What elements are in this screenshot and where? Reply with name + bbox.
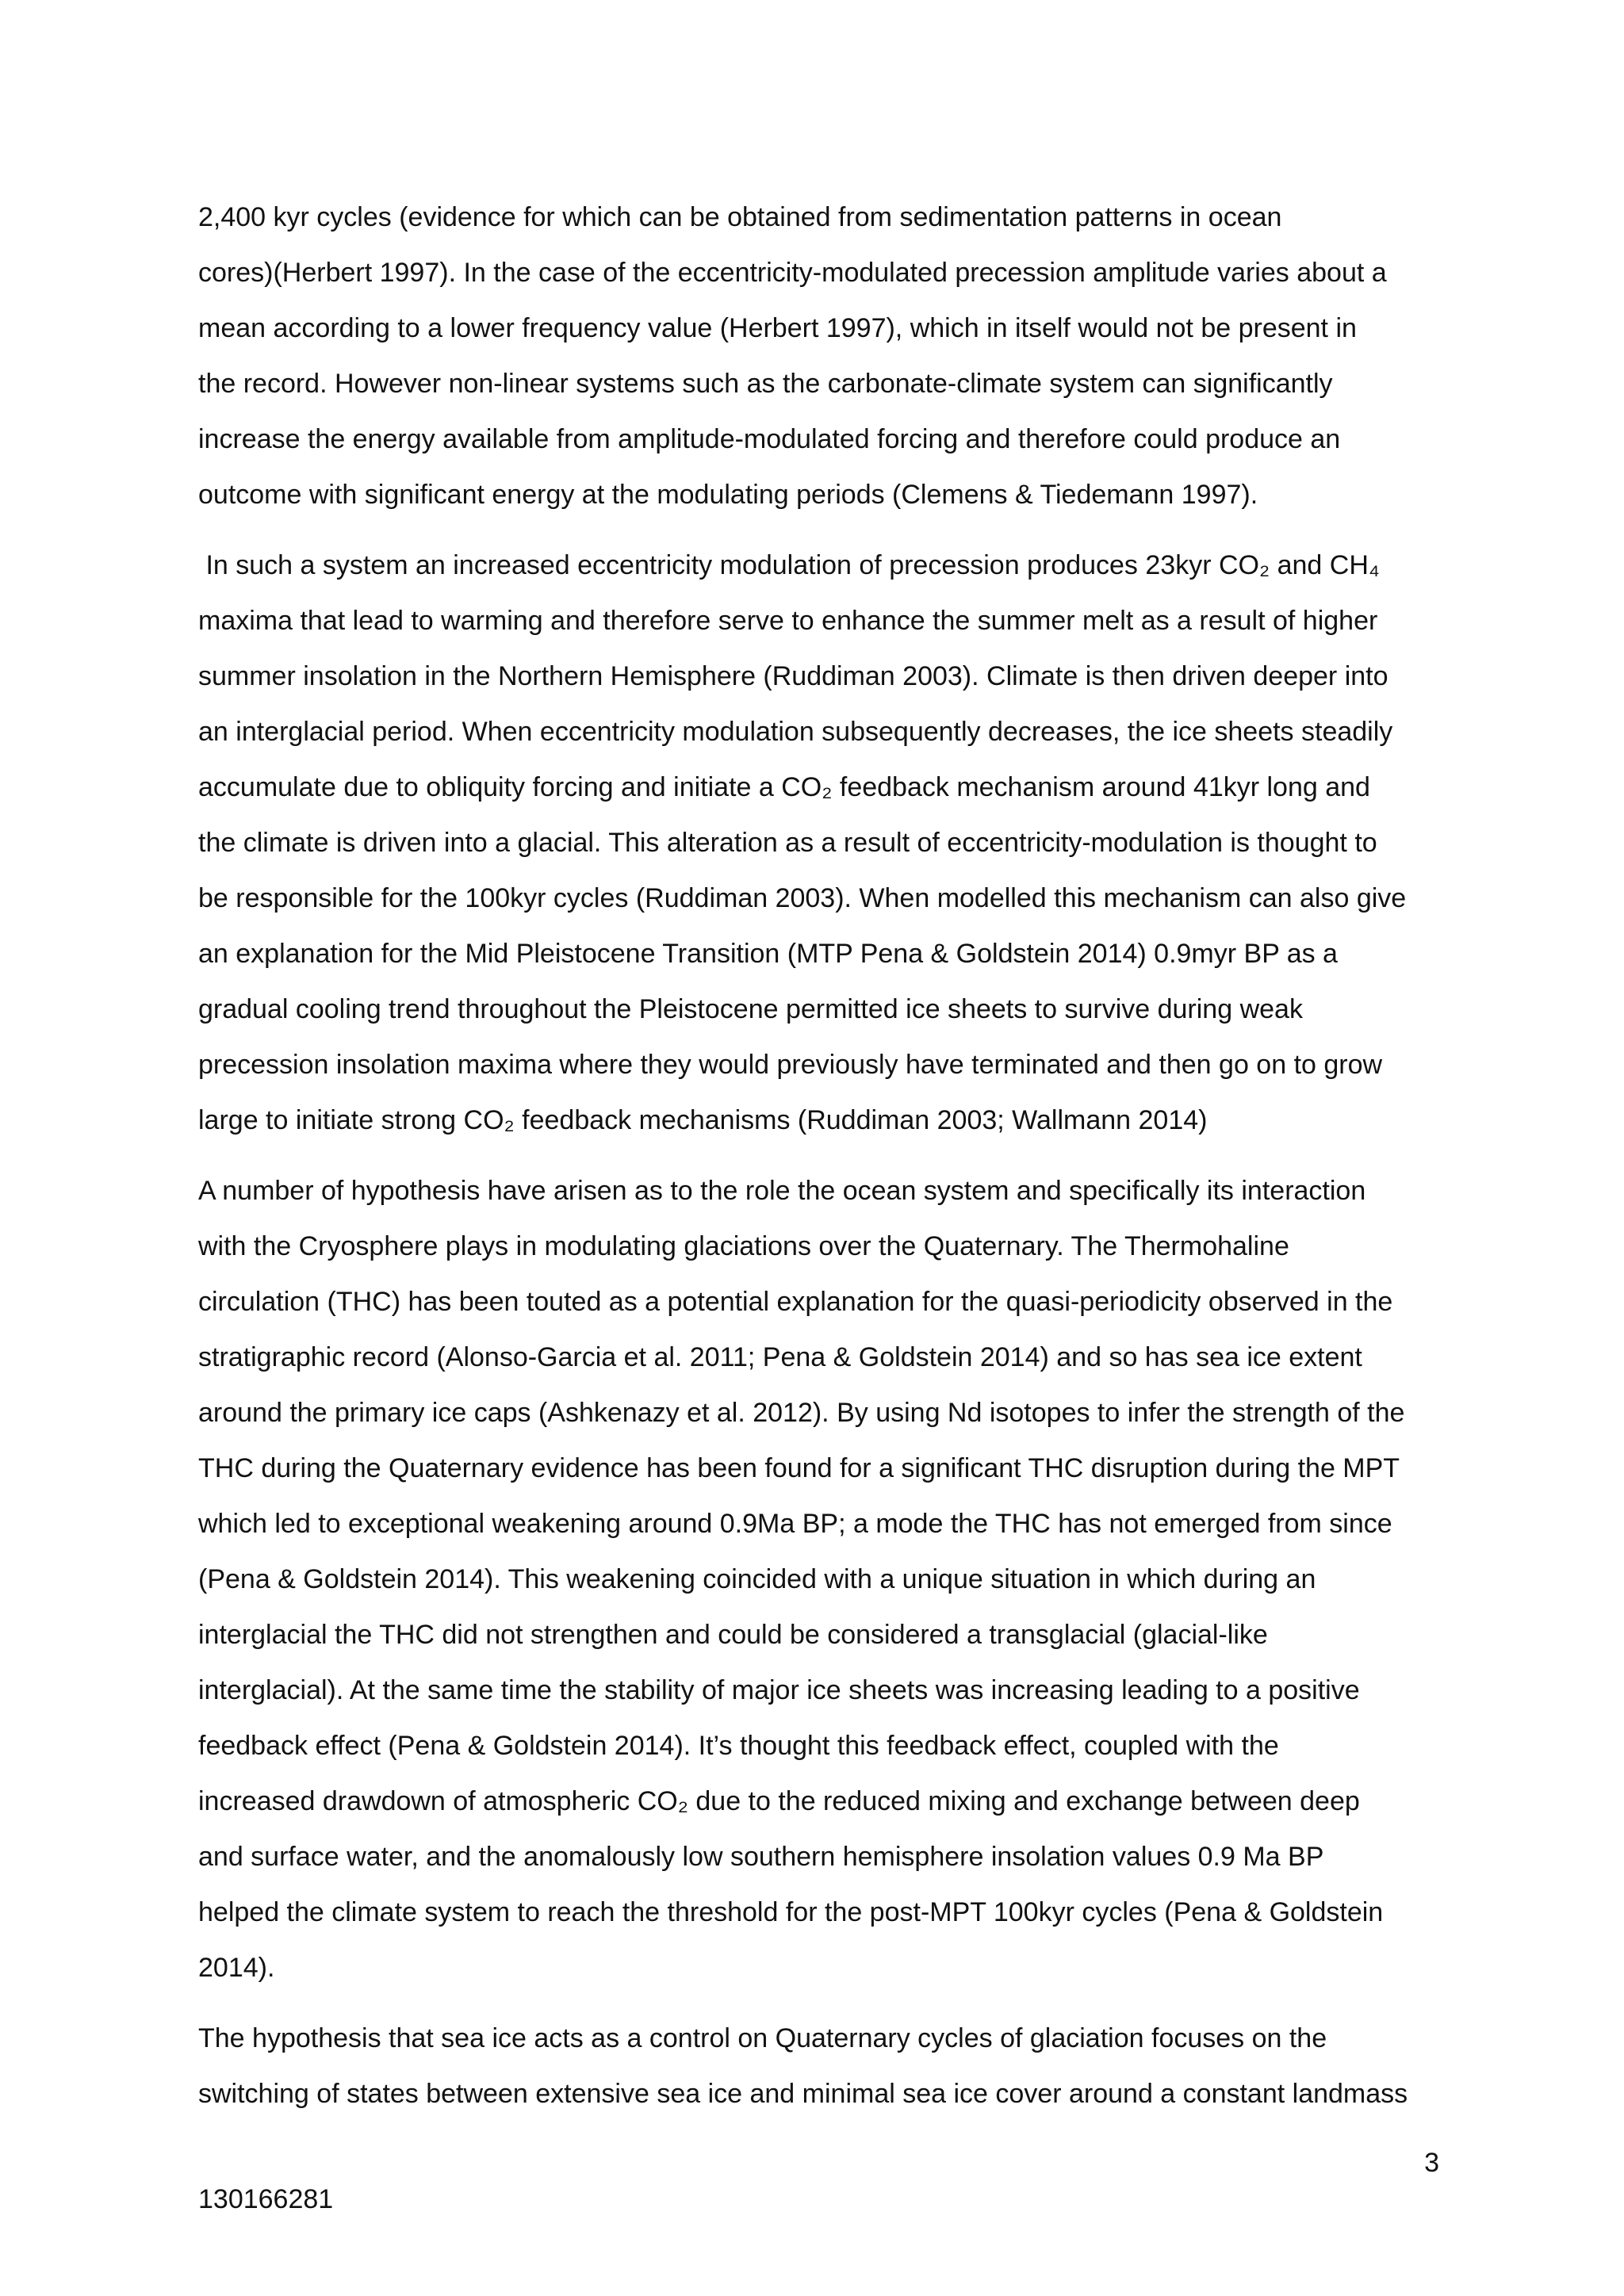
text-line: helped the climate system to reach the threshold for the post-MPT 100kyr cycles (Pena & Goldstein xyxy=(198,1897,1384,1927)
text-line: large to initiate strong CO₂ feedback mechanisms (Ruddiman 2003; Wallmann 2014) xyxy=(198,1105,1208,1135)
page-number: 3 xyxy=(1424,2148,1439,2178)
student-id-footer: 130166281 xyxy=(198,2184,334,2214)
paragraph-1 xyxy=(198,189,1546,522)
text-line: with the Cryosphere plays in modulating glaciations over the Quaternary. The Thermohaline xyxy=(198,1231,1289,1261)
text-line: stratigraphic record (Alonso-Garcia et al. 2011; Pena & Goldstein 2014) and so has sea ice extent xyxy=(198,1342,1362,1372)
text-line: the record. However non-linear systems such as the carbonate-climate system can significantly xyxy=(198,369,1333,399)
text-line: which led to exceptional weakening around 0.9Ma BP; a mode the THC has not emerged from since xyxy=(198,1509,1392,1539)
paragraph-3 xyxy=(198,1163,1546,1996)
text-line: The hypothesis that sea ice acts as a control on Quaternary cycles of glaciation focuses on the xyxy=(198,2023,1327,2053)
text-line: increase the energy available from amplitude-modulated forcing and therefore could produce an xyxy=(198,424,1341,454)
text-line: feedback effect (Pena & Goldstein 2014). It’s thought this feedback effect, coupled with the xyxy=(198,1731,1279,1761)
text-line: circulation (THC) has been touted as a potential explanation for the quasi-periodicity observed in the xyxy=(198,1287,1393,1317)
text-line: interglacial). At the same time the stability of major ice sheets was increasing leading to a positive xyxy=(198,1675,1360,1705)
text-line: A number of hypothesis have arisen as to the role the ocean system and specifically its interaction xyxy=(198,1176,1366,1206)
text-line: an explanation for the Mid Pleistocene Transition (MTP Pena & Goldstein 2014) 0.9myr BP as a xyxy=(198,939,1338,969)
text-line: In such a system an increased eccentricity modulation of precession produces 23kyr CO₂ and CH₄ xyxy=(198,550,1380,580)
text-line: summer insolation in the Northern Hemisphere (Ruddiman 2003). Climate is then driven deeper into xyxy=(198,661,1388,691)
text-line: and surface water, and the anomalously low southern hemisphere insolation values 0.9 Ma BP xyxy=(198,1842,1324,1872)
text-line: THC during the Quaternary evidence has been found for a significant THC disruption during the MPT xyxy=(198,1453,1400,1483)
text-line: be responsible for the 100kyr cycles (Ruddiman 2003). When modelled this mechanism can also give xyxy=(198,883,1407,913)
paragraph-4 xyxy=(198,2011,1546,2122)
text-line: interglacial the THC did not strengthen and could be considered a transglacial (glacial-like xyxy=(198,1620,1268,1650)
text-line: (Pena & Goldstein 2014). This weakening coincided with a unique situation in which during an xyxy=(198,1564,1316,1594)
paragraph-2 xyxy=(198,538,1546,1148)
text-line: precession insolation maxima where they would previously have terminated and then go on to grow xyxy=(198,1050,1383,1080)
text-line: cores)(Herbert 1997). In the case of the eccentricity-modulated precession amplitude varies about a xyxy=(198,258,1387,288)
text-line: 2,400 kyr cycles (evidence for which can be obtained from sedimentation patterns in ocean xyxy=(198,202,1282,232)
text-line: gradual cooling trend throughout the Pleistocene permitted ice sheets to survive during weak xyxy=(198,994,1303,1024)
text-line: increased drawdown of atmospheric CO₂ due to the reduced mixing and exchange between deep xyxy=(198,1786,1360,1816)
text-line: outcome with significant energy at the modulating periods (Clemens & Tiedemann 1997). xyxy=(198,480,1258,510)
text-line: an interglacial period. When eccentricity modulation subsequently decreases, the ice sheets steadily xyxy=(198,717,1393,747)
body-text xyxy=(198,189,1546,2137)
text-line: the climate is driven into a glacial. This alteration as a result of eccentricity-modulation is thought to xyxy=(198,828,1377,858)
text-line: around the primary ice caps (Ashkenazy et al. 2012). By using Nd isotopes to infer the strength of the xyxy=(198,1398,1405,1428)
text-line: 2014). xyxy=(198,1953,275,1983)
text-line: switching of states between extensive sea ice and minimal sea ice cover around a constant landmass xyxy=(198,2079,1408,2109)
text-line: mean according to a lower frequency value (Herbert 1997), which in itself would not be present in xyxy=(198,313,1357,343)
text-line: maxima that lead to warming and therefore serve to enhance the summer melt as a result of higher xyxy=(198,606,1378,636)
text-line: accumulate due to obliquity forcing and initiate a CO₂ feedback mechanism around 41kyr long and xyxy=(198,772,1370,802)
